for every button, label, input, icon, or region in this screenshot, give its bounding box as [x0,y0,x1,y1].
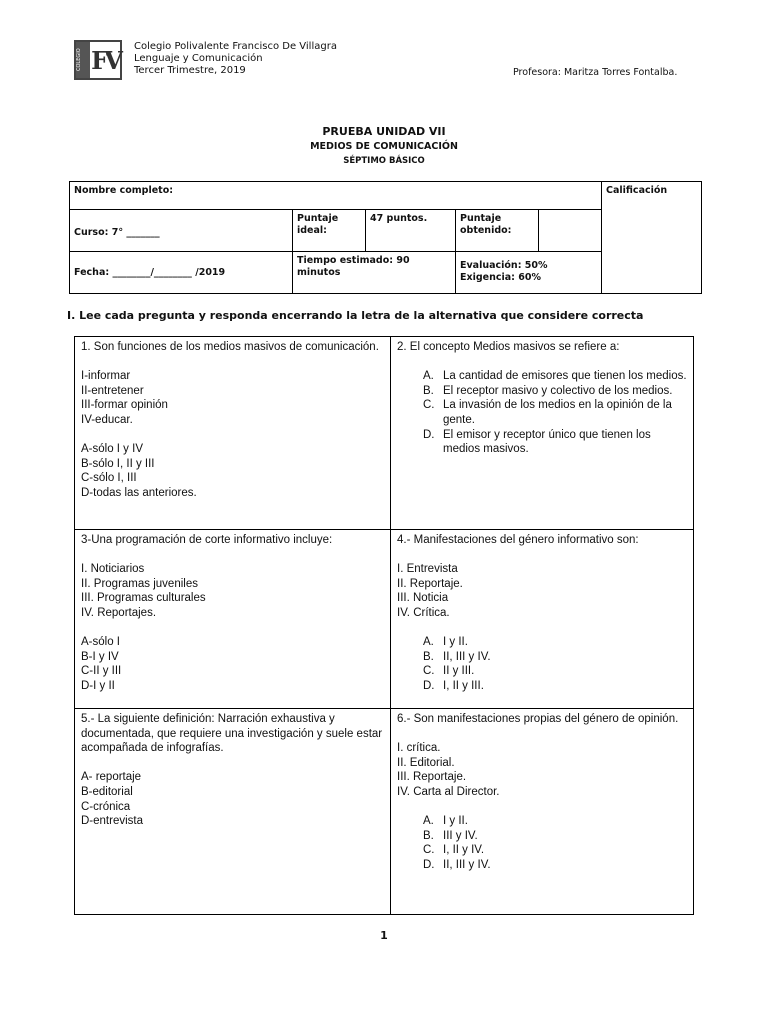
option-text: La cantidad de emisores que tienen los medios. [443,370,687,383]
evaluation-percent: Evaluación: 50% [460,260,548,271]
question-3 [74,529,391,709]
ideal-score-value: 47 puntos. [365,209,456,252]
question-3-option-d[interactable]: D-I y II [81,679,115,692]
logo-text: COLEGIO [76,42,90,78]
obtained-score-label: Puntaje obtenido: [455,209,539,252]
page-number: 1 [380,929,388,942]
evaluation-info [455,251,602,294]
question-6-item: III. Reportaje. [397,771,467,784]
course-field[interactable] [69,209,293,252]
instruction: I. Lee cada pregunta y responda encerrando la letra de la alternativa que considere correcta [67,309,644,322]
date-label: Fecha: ________/________ /2019 [74,267,226,278]
option-text: I, II y III. [443,679,484,692]
option-key: D. [423,679,435,692]
question-6-option-c[interactable] [397,843,687,858]
option-text: III y IV. [443,829,478,842]
question-1-stem: 1. Son funciones de los medios masivos de comunicación. [81,341,379,353]
question-3-option-c[interactable]: C-II y III [81,665,122,678]
question-5-stem: 5.- La siguiente definición: Narración exhaustiva y documentada, que requiere una investigación y suele estar acompañada de infografías. [81,713,383,755]
test-title: PRUEBA UNIDAD VII [322,125,446,138]
question-1-option-d[interactable]: D-todas las anteriores. [81,486,197,499]
question-4-stem: 4.- Manifestaciones del género informativo son: [397,534,639,546]
grade-label: Calificación [606,185,668,196]
question-1 [74,336,391,530]
option-text: El emisor y receptor único que tienen los medios masivos. [443,428,651,456]
option-key: C. [423,844,435,857]
logo-letters: FV [91,45,119,75]
question-6-option-d[interactable] [397,858,687,873]
question-5-option-c[interactable]: C-crónica [81,800,131,813]
option-key: D. [423,428,435,441]
obtained-score-field[interactable] [538,209,602,252]
date-field[interactable] [69,251,293,294]
question-6-stem: 6.- Son manifestaciones propias del género de opinión. [397,713,679,725]
option-text: I, II y IV. [443,844,485,857]
question-3-option-b[interactable]: B-I y IV [81,650,119,663]
question-2 [390,336,694,530]
question-4-item: III. Noticia [397,592,449,605]
question-4-item: II. Reportaje. [397,577,463,590]
question-2-option-a[interactable] [397,369,687,384]
option-key: B. [423,384,434,397]
question-1-item: II-entretener [81,384,144,397]
question-4-option-c[interactable] [397,664,687,679]
question-3-stem: 3-Una programación de corte informativo incluye: [81,534,333,546]
option-text: II y III. [443,665,475,678]
question-6-option-a[interactable] [397,814,687,829]
option-key: C. [423,665,435,678]
question-3-item: IV. Reportajes. [81,606,157,619]
option-key: A. [423,636,434,649]
test-subtitle: MEDIOS DE COMUNICACIÓN [310,141,458,152]
option-text: I y II. [443,636,468,649]
option-key: B. [423,829,434,842]
question-3-item: III. Programas culturales [81,592,206,605]
ideal-score-label: Puntaje ideal: [292,209,366,252]
option-text: El receptor masivo y colectivo de los medios. [443,384,673,397]
school-logo [74,40,122,80]
question-4-option-b[interactable] [397,650,687,665]
grade-field[interactable] [601,181,702,294]
name-field[interactable] [69,181,602,210]
question-3-item: I. Noticiarios [81,563,145,576]
question-1-item: III-formar opinión [81,399,168,412]
name-label: Nombre completo: [74,185,174,196]
question-2-stem: 2. El concepto Medios masivos se refiere a: [397,341,620,353]
question-1-option-b[interactable]: B-sólo I, II y III [81,457,155,470]
time-estimate: Tiempo estimado: 90 minutos [292,251,456,294]
option-key: B. [423,650,434,663]
question-5-option-a[interactable]: A- reportaje [81,771,142,784]
question-1-option-c[interactable]: C-sólo I, III [81,472,137,485]
question-1-item: I-informar [81,370,131,383]
term: Tercer Trimestre, 2019 [134,65,246,76]
option-text: II, III y IV. [443,858,491,871]
question-6-item: II. Editorial. [397,756,455,769]
question-4-option-a[interactable] [397,635,687,650]
question-4-item: IV. Crítica. [397,606,450,619]
question-1-option-a[interactable]: A-sólo I y IV [81,443,143,456]
question-5-option-d[interactable]: D-entrevista [81,815,143,828]
test-level: SÉPTIMO BÁSICO [343,156,425,166]
option-key: A. [423,815,434,828]
question-4 [390,529,694,709]
option-key: A. [423,370,434,383]
question-4-item: I. Entrevista [397,563,458,576]
question-5-option-b[interactable]: B-editorial [81,785,133,798]
question-6 [390,708,694,915]
course-label: Curso: 7° _______ [74,227,160,238]
question-2-option-d[interactable] [397,428,687,457]
question-4-option-d[interactable] [397,679,687,694]
question-6-item: IV. Carta al Director. [397,785,500,798]
option-key: C. [423,399,435,412]
question-3-option-a[interactable]: A-sólo I [81,636,120,649]
requirement-percent: Exigencia: 60% [460,272,542,283]
subject: Lenguaje y Comunicación [134,53,263,64]
question-3-item: II. Programas juveniles [81,577,198,590]
option-text: I y II. [443,815,468,828]
school-name: Colegio Polivalente Francisco De Villagra [134,41,337,52]
option-key: D. [423,858,435,871]
option-text: II, III y IV. [443,650,491,663]
question-6-option-b[interactable] [397,829,687,844]
question-6-item: I. crítica. [397,742,441,755]
question-2-option-b[interactable] [397,384,687,399]
question-5 [74,708,391,915]
school-info [134,41,337,77]
question-1-item: IV-educar. [81,413,133,426]
option-text: La invasión de los medios en la opinión de la gente. [443,399,672,426]
teacher-name: Profesora: Maritza Torres Fontalba. [513,67,678,78]
question-2-option-c[interactable] [397,398,687,427]
